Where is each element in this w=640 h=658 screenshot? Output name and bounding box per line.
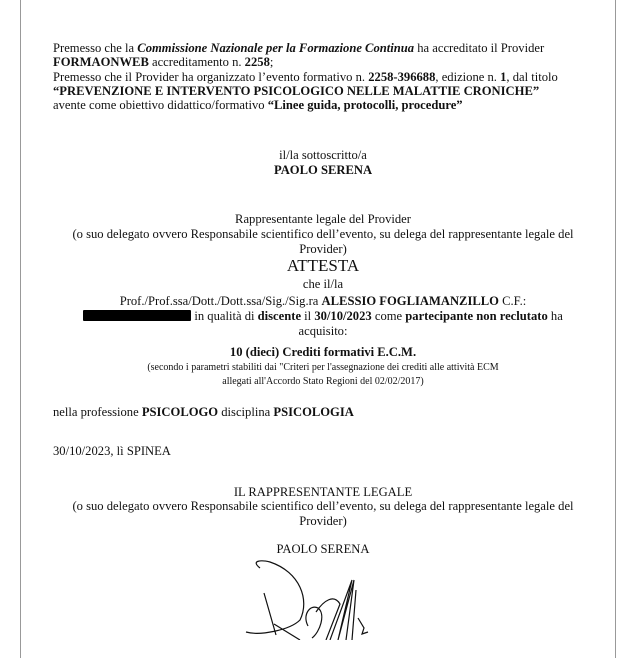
- profession-line: nella professione PSICOLOGO disciplina PSICOLOGIA: [53, 405, 354, 419]
- credits-note-1: (secondo i parametri stabiliti dai "Criteri per l'assegnazione dei crediti alle attività ECM: [147, 362, 499, 373]
- footer-title: IL RAPPRESENTANTE LEGALE: [233, 485, 413, 499]
- signatory-name: PAOLO SERENA: [273, 163, 373, 177]
- signatory-role: Rappresentante legale del Provider: [235, 212, 411, 226]
- participant-line-3: acquisito:: [298, 324, 348, 338]
- credits-title: 10 (dieci) Crediti formativi E.C.M.: [229, 345, 417, 359]
- preamble-line-1: Premesso che la Commissione Nazionale per la Formazione Continua ha accreditato il Provider: [53, 41, 545, 55]
- footer-delegate-2: Provider): [299, 514, 347, 528]
- preamble-line-2: FORMAONWEB accreditamento n. 2258;: [53, 55, 274, 69]
- signatory-delegate-1: (o suo delegato ovvero Responsabile scientifico dell’evento, su delega del rappresentante legale del: [72, 227, 574, 241]
- credits-note-2: allegati all'Accordo Stato Regioni del 02/02/2017): [222, 376, 424, 387]
- preamble-line-3: Premesso che il Provider ha organizzato l’evento formativo n. 2258-396688, edizione n. 1, dal titolo: [53, 70, 558, 84]
- participant-line-1: Prof./Prof.ssa/Dott./Dott.ssa/Sig./Sig.ra ALESSIO FOGLIAMANZILLO C.F.:: [119, 294, 527, 308]
- participant-line-2: in qualità di discente il 30/10/2023 come partecipante non reclutato ha: [40, 309, 606, 323]
- redacted-tax-code: [83, 310, 191, 321]
- footer-delegate-1: (o suo delegato ovvero Responsabile scientifico dell’evento, su delega del rappresentante legale del: [72, 499, 574, 513]
- event-title: “PREVENZIONE E INTERVENTO PSICOLOGICO NELLE MALATTIE CRONICHE”: [53, 84, 540, 98]
- signature: [240, 560, 400, 640]
- signatory-intro: il/la sottoscritto/a: [279, 148, 367, 162]
- attesta-title: ATTESTA: [286, 256, 360, 275]
- signatory-delegate-2: Provider): [299, 242, 347, 256]
- preamble-line-5: avente come obiettivo didattico/formativo “Linee guida, protocolli, procedure”: [53, 98, 463, 112]
- footer-name: PAOLO SERENA: [276, 542, 370, 556]
- date-place: 30/10/2023, lì SPINEA: [53, 444, 171, 458]
- attesta-sub: che il/la: [302, 277, 344, 291]
